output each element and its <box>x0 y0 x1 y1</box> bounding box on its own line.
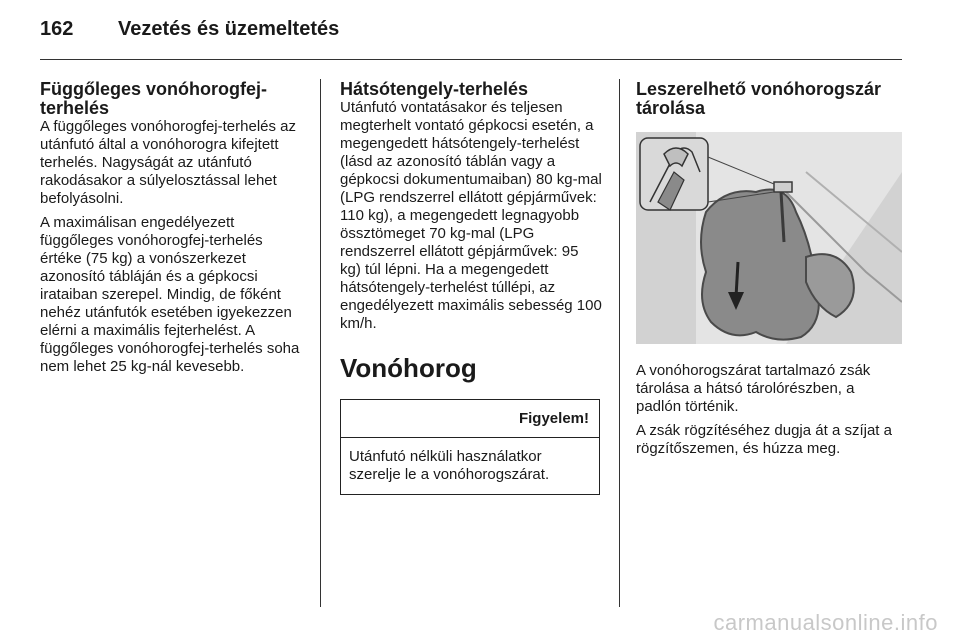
notice-box <box>340 399 600 495</box>
paragraph: A függőleges vonóhorogfej-terhelés az utánfutó által a vonóhorogra kifejtett terhelés. Nagyságát az utánfutó rakodásakor a súlyelosztással lehet befolyásolni. <box>40 118 297 207</box>
section-heading-storage: Leszerelhető vonóhorogszár tárolása <box>636 79 882 118</box>
column-divider-2 <box>619 79 620 607</box>
chapter-title: Vezetés és üzemeltetés <box>118 18 340 40</box>
header-rule <box>40 59 902 60</box>
towbar-bag-illustration <box>636 132 902 344</box>
paragraph: Utánfutó vontatásakor és teljesen megterhelt vontató gépkocsi esetén, a megengedett hátsótengely-terhelést (lásd az azonosító táblán vagy a gépkocsi dokumentumaiban) 80 kg-mal (LPG rendszerrel ellátott gépjárművek: 110 kg), a megengedett legnagyobb össztömeget 70 kg-mal (LPG rendszerrel ellátott gépjárművek: 95 kg) túl lépni. Ha a megengedett hátsótengely-terhelést túllépi, az engedélyezett maximális sebesség 100 km/h. <box>340 99 602 332</box>
section-title-towbar: Vonóhorog <box>340 353 477 383</box>
section-heading-rear-axle-load: Hátsótengely-terhelés <box>340 79 529 99</box>
column-2 <box>340 80 602 495</box>
column-3 <box>636 80 902 464</box>
page-number: 162 <box>40 18 74 40</box>
paragraph: A maximálisan engedélyezett függőleges vonóhorogfej-terhelés értéke (75 kg) a vonószerkezet azonosító tábláján és a gépkocsi irataiban szerepel. Mindig, de főként nehéz utánfutók esetében igyekezzen elérni a maximális fejterhelést. A függőleges vonóhorogfej-terhelés soha nem lehet 25 kg-nál kevesebb. <box>40 214 300 375</box>
paragraph: A zsák rögzítéséhez dugja át a szíjat a rögzítőszemen, és húzza meg. <box>636 422 892 457</box>
column-1 <box>40 80 302 382</box>
page-header <box>40 18 339 48</box>
notice-body: Utánfutó nélküli használatkor szerelje le a vonóhorogszárat. <box>349 448 550 483</box>
section-heading-vertical-load: Függőleges vonóhorogfej-terhelés <box>40 79 267 118</box>
watermark: carmanualsonline.info <box>713 610 938 635</box>
paragraph: A vonóhorogszárat tartalmazó zsák tárolása a hátsó tárolórészben, a padlón történik. <box>636 362 871 415</box>
notice-title: Figyelem! <box>341 400 599 438</box>
column-divider-1 <box>320 79 321 607</box>
